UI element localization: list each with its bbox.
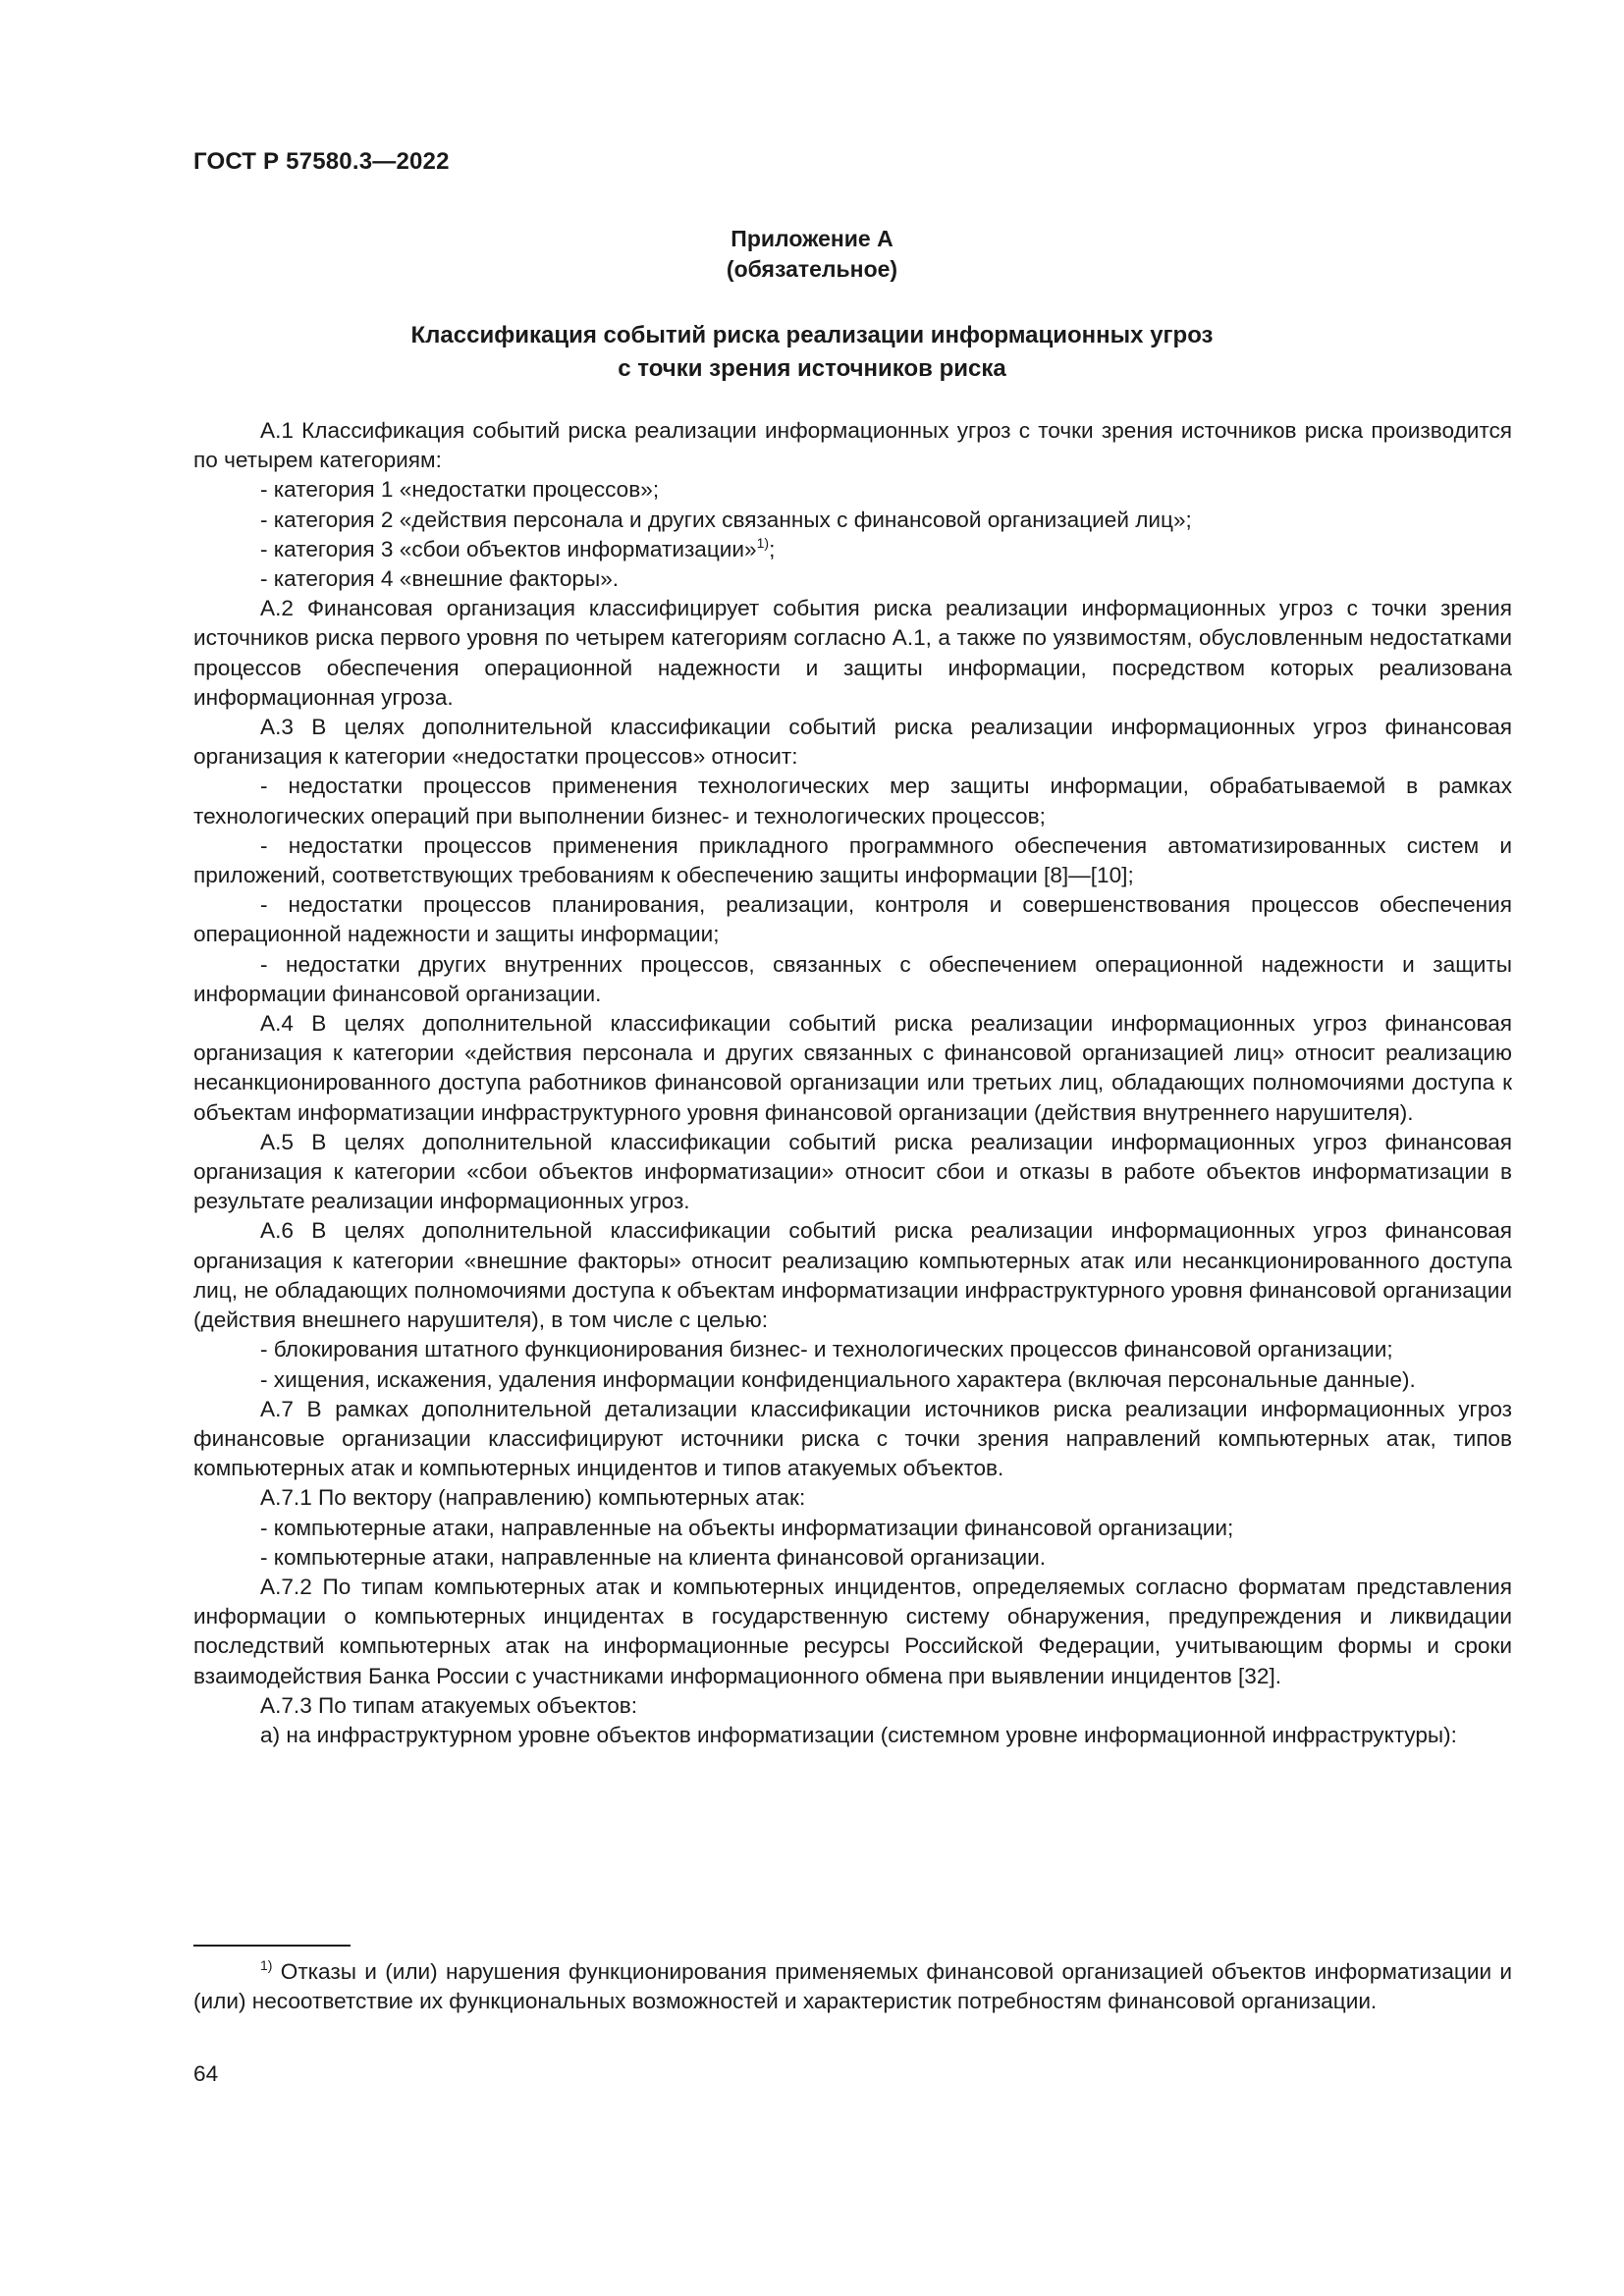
paragraph-text: - категория 1 «недостатки процессов»; <box>260 477 660 503</box>
paragraph-text: - недостатки процессов планирования, реализации, контроля и совершенствования процессов обеспечения операционной надежности и защиты информации; <box>193 892 1512 947</box>
list-item <box>193 564 1512 594</box>
paragraph <box>193 1483 1512 1513</box>
paragraph-text: - категория 2 «действия персонала и других связанных с финансовой организацией лиц»; <box>260 507 1192 532</box>
appendix-label <box>0 224 1624 285</box>
section-heading <box>0 319 1624 386</box>
paragraph <box>193 1573 1512 1691</box>
paragraph-text: - компьютерные атаки, направленные на объекты информатизации финансовой организации; <box>260 1515 1234 1540</box>
paragraph-text-tail: ; <box>769 536 776 561</box>
paragraph-text: - категория 3 «сбои объектов информатизации» <box>260 536 757 561</box>
paragraph-text: А.7.1 По вектору (направлению) компьютерных атак: <box>260 1485 806 1511</box>
section-heading-line-2: с точки зрения источников риска <box>618 355 1006 382</box>
paragraph-text: А.1 Классификация событий риска реализации информационных угроз с точки зрения источников риска производится по четырем категориям: <box>193 418 1512 473</box>
paragraph-text: - недостатки процессов применения технологических мер защиты информации, обрабатываемой в рамках технологических операций при выполнении бизнес- и технологических процессов; <box>193 774 1512 828</box>
paragraph <box>193 1721 1512 1750</box>
appendix-title: Приложение А <box>731 226 893 251</box>
paragraph-text: А.6 В целях дополнительной классификации событий риска реализации информационных угроз финансовая организация к категории «внешние факторы» относит реализацию компьютерных атак или несанкционированного доступа лиц, не обладающих полномочиями доступа к объектам информатизации инфраструктурного уровня финансовой организации (действия внешнего нарушителя), в том числе с целью: <box>193 1218 1512 1333</box>
list-item <box>193 506 1512 535</box>
paragraph-text: - компьютерные атаки, направленные на клиента финансовой организации. <box>260 1544 1046 1570</box>
appendix-status: (обязательное) <box>726 256 898 282</box>
paragraph <box>193 1128 1512 1217</box>
paragraph-text: - категория 4 «внешние факторы». <box>260 566 620 592</box>
paragraph-text: - хищения, искажения, удаления информации конфиденциального характера (включая персональные данные). <box>260 1366 1416 1392</box>
paragraph-text: - блокирования штатного функционирования бизнес- и технологических процессов финансовой организации; <box>260 1337 1393 1362</box>
document-id: ГОСТ Р 57580.3—2022 <box>193 148 450 175</box>
paragraph-text: А.7.3 По типам атакуемых объектов: <box>260 1692 638 1718</box>
list-item <box>193 1335 1512 1364</box>
paragraph-text: А.4 В целях дополнительной классификации событий риска реализации информационных угроз финансовая организация к категории «действия персонала и других связанных с финансовой организацией лиц» относит реализацию несанкционированного доступа работников финансовой организации или третьих лиц, обладающих полномочиями доступа к объектам информатизации инфраструктурного уровня финансовой организации (действия внутреннего нарушителя). <box>193 1011 1512 1125</box>
footnote-separator <box>193 1945 351 1947</box>
section-heading-line-1: Классификация событий риска реализации информационных угроз <box>410 322 1214 348</box>
paragraph <box>193 1009 1512 1128</box>
paragraph-text: А.5 В целях дополнительной классификации событий риска реализации информационных угроз финансовая организация к категории «сбои объектов информатизации» относит сбои и отказы в работе объектов информатизации в результате реализации информационных угроз. <box>193 1129 1512 1214</box>
footnote-marker: 1) <box>260 1957 273 1973</box>
list-item <box>193 535 1512 564</box>
paragraph-text: А.7 В рамках дополнительной детализации классификации источников риска реализации информационных угроз финансовые организации классифицируют источники риска с точки зрения направлений компьютерных атак, типов компьютерных атак и компьютерных инцидентов и типов атакуемых объектов. <box>193 1396 1512 1481</box>
paragraph-text: А.7.2 По типам компьютерных атак и компьютерных инцидентов, определяемых согласно форматам представления информации о компьютерных инцидентах в государственную систему обнаружения, предупреждения и ликвидации последствий компьютерных атак на информационные ресурсы Российской Федерации, учитывающим формы и сроки взаимодействия Банка России с участниками информационного обмена при выявлении инцидентов [32]. <box>193 1574 1512 1688</box>
list-item <box>193 1514 1512 1543</box>
body-text <box>193 416 1512 1750</box>
footnote <box>193 1957 1512 2016</box>
paragraph <box>193 713 1512 772</box>
paragraph <box>193 1395 1512 1484</box>
list-item <box>193 772 1512 830</box>
list-item <box>193 475 1512 505</box>
paragraph <box>193 594 1512 713</box>
list-item <box>193 831 1512 890</box>
footnote-text: Отказы и (или) нарушения функционирования применяемых финансовой организацией объектов информатизации и (или) несоответствие их функциональных возможностей и характеристик потребностям финансовой организации. <box>193 1959 1512 2014</box>
paragraph <box>193 1216 1512 1335</box>
list-item <box>193 950 1512 1009</box>
paragraph-text: А.3 В целях дополнительной классификации событий риска реализации информационных угроз финансовая организация к категории «недостатки процессов» относит: <box>193 715 1512 770</box>
list-item <box>193 890 1512 949</box>
paragraph <box>193 416 1512 475</box>
paragraph-text: - недостатки процессов применения прикладного программного обеспечения автоматизированных систем и приложений, соответствующих требованиям к обеспечению защиты информации [8]—[10]; <box>193 832 1512 888</box>
list-item <box>193 1365 1512 1395</box>
page-number: 64 <box>193 2061 219 2086</box>
list-item <box>193 1543 1512 1573</box>
paragraph-text: А.2 Финансовая организация классифицирует события риска реализации информационных угроз с точки зрения источников риска первого уровня по четырем категориям согласно А.1, а также по уязвимостям, обусловленным недостатками процессов обеспечения операционной надежности и защиты информации, посредством которых реализована информационная угроза. <box>193 596 1512 710</box>
paragraph-text: - недостатки других внутренних процессов, связанных с обеспечением операционной надежности и защиты информации финансовой организации. <box>193 951 1512 1006</box>
footnote-reference: 1) <box>756 534 770 551</box>
paragraph-text: а) на инфраструктурном уровне объектов информатизации (системном уровне информационной инфраструктуры): <box>260 1722 1457 1747</box>
paragraph <box>193 1691 1512 1721</box>
